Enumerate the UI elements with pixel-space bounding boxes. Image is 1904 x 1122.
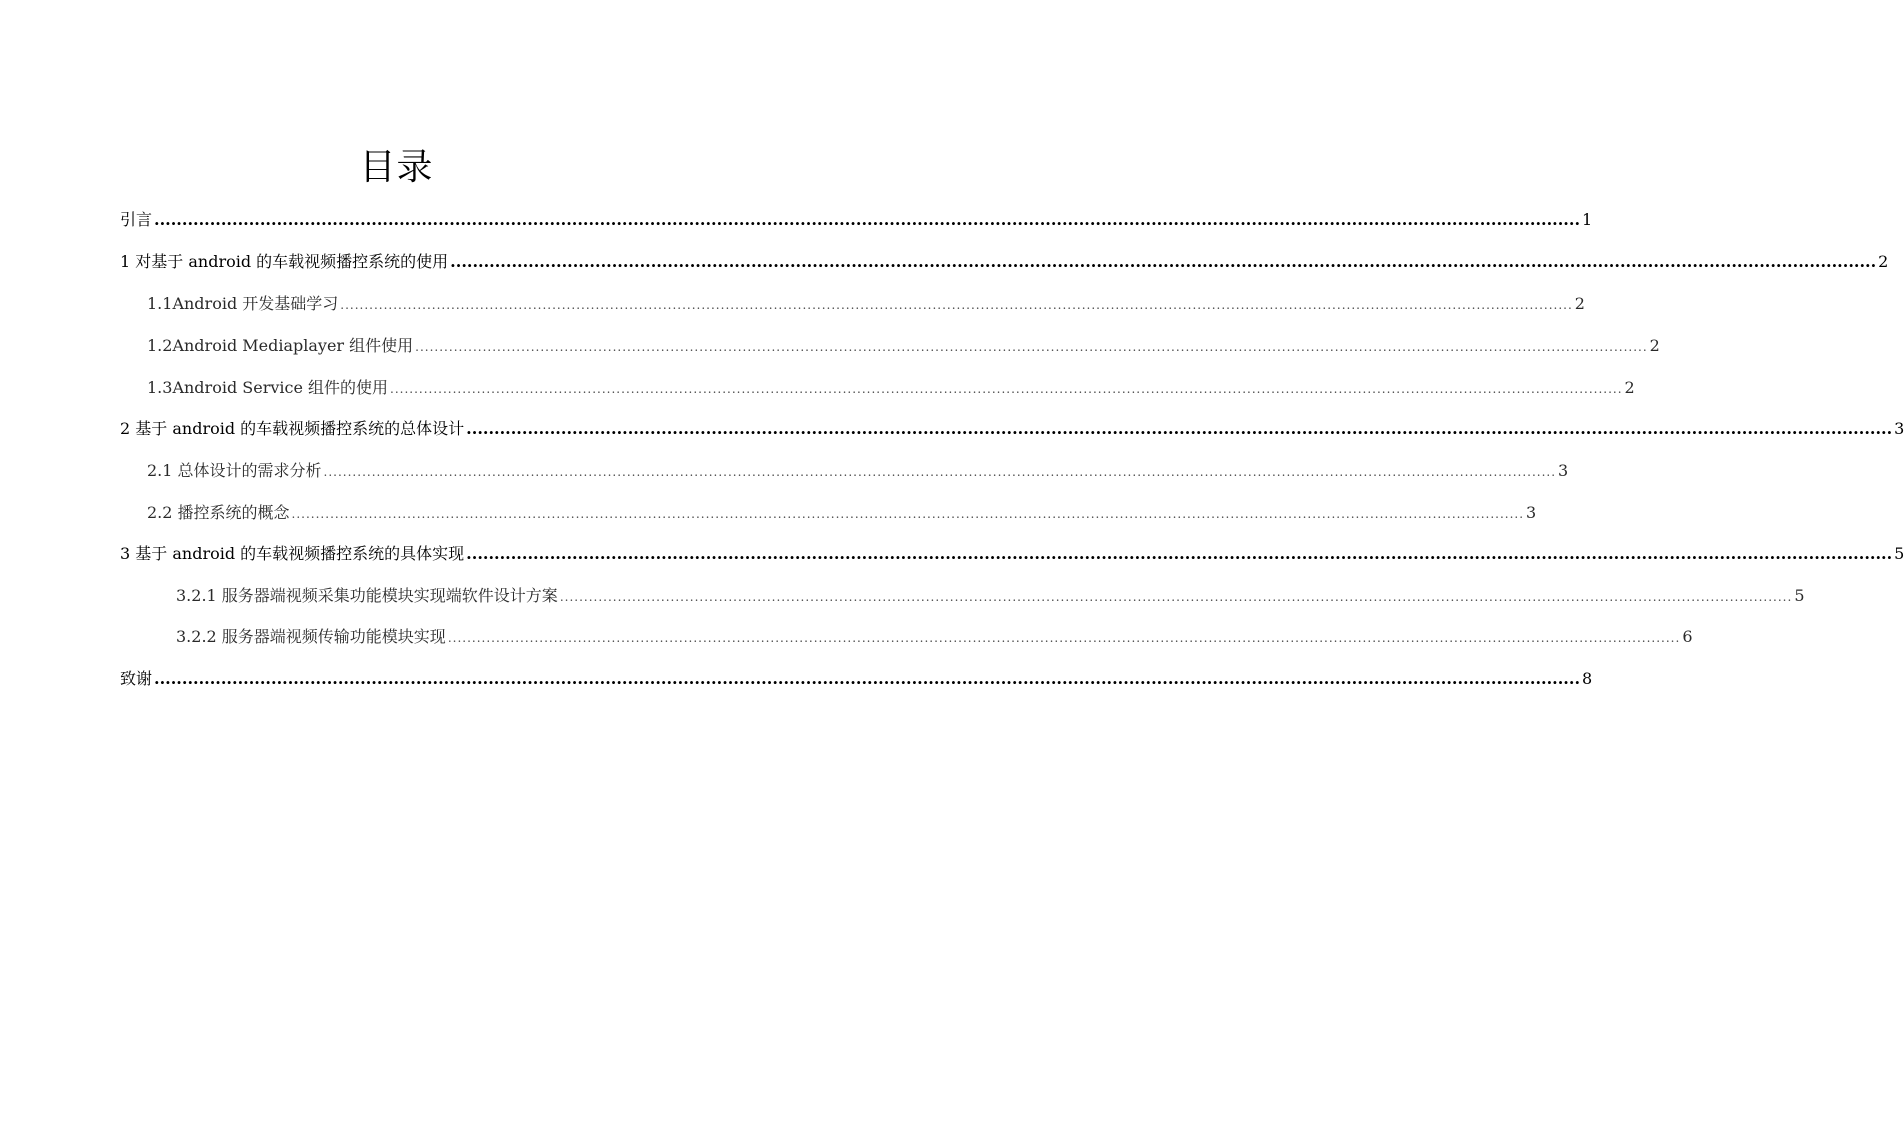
toc-entry-text: 引言 <box>120 210 153 229</box>
toc-entry-text: 1.1Android 开发基础学习 <box>147 294 339 313</box>
toc-entry-acknowledgements[interactable] <box>120 666 1593 692</box>
toc-page-number: 3 <box>1526 503 1537 522</box>
toc-entry-text: 3 基于 android 的车载视频播控系统的具体实现 <box>120 544 465 563</box>
toc-leader-dots: ................................................................................................................................................................................................................................................................ <box>447 631 1681 645</box>
toc-entry-chapter-2[interactable] <box>120 416 1904 442</box>
toc-leader-dots: ................................................................................................................................................................................................................................................................ <box>291 507 1525 521</box>
toc-entry-text: 1.3Android Service 组件的使用 <box>147 378 389 397</box>
toc-page-number: 5 <box>1894 544 1904 563</box>
toc-entry-text: 1.2Android Mediaplayer 组件使用 <box>147 336 414 355</box>
toc-entry-introduction[interactable] <box>120 207 1593 233</box>
toc-entry-text: 2.2 播控系统的概念 <box>147 503 290 522</box>
toc-page-number: 6 <box>1682 627 1693 646</box>
toc-leader-dots: ................................................................................................................................................................................................................................................................ <box>154 669 1581 688</box>
toc-page-number: 1 <box>1582 210 1593 229</box>
toc-page-number: 2 <box>1574 294 1585 313</box>
toc-leader-dots: ................................................................................................................................................................................................................................................................ <box>559 590 1793 604</box>
toc-page-number: 8 <box>1582 669 1593 688</box>
toc-leader-dots: ................................................................................................................................................................................................................................................................ <box>154 210 1581 229</box>
page-title: 目录 <box>359 147 434 188</box>
toc-leader-dots: ................................................................................................................................................................................................................................................................ <box>340 298 1573 312</box>
toc-entry-section-2-1[interactable] <box>147 458 1569 484</box>
toc-leader-dots: ................................................................................................................................................................................................................................................................ <box>323 465 1557 479</box>
toc-leader-dots: ................................................................................................................................................................................................................................................................ <box>466 544 1893 563</box>
toc-entry-chapter-1[interactable] <box>120 249 1889 275</box>
toc-entry-text: 2.1 总体设计的需求分析 <box>147 461 322 480</box>
toc-leader-dots: ................................................................................................................................................................................................................................................................ <box>450 252 1877 271</box>
toc-entry-section-3-2-1[interactable] <box>176 583 1805 609</box>
toc-entry-text: 2 基于 android 的车载视频播控系统的总体设计 <box>120 419 465 438</box>
toc-page-number: 3 <box>1894 419 1904 438</box>
toc-entry-section-3-2-2[interactable] <box>176 624 1693 650</box>
toc-entry-text: 致谢 <box>120 669 153 688</box>
toc-entry-section-1-3[interactable] <box>147 375 1635 401</box>
toc-entry-text: 3.2.2 服务器端视频传输功能模块实现 <box>176 627 446 646</box>
toc-entry-chapter-3[interactable] <box>120 541 1904 567</box>
toc-leader-dots: ................................................................................................................................................................................................................................................................ <box>466 419 1893 438</box>
toc-entry-section-1-1[interactable] <box>147 291 1585 317</box>
toc-page-number: 2 <box>1878 252 1889 271</box>
toc-leader-dots: ................................................................................................................................................................................................................................................................ <box>415 340 1648 354</box>
toc-page-number: 2 <box>1624 378 1635 397</box>
toc-entry-section-1-2[interactable] <box>147 333 1660 359</box>
toc-entry-section-2-2[interactable] <box>147 500 1537 526</box>
toc-entry-text: 1 对基于 android 的车载视频播控系统的使用 <box>120 252 449 271</box>
toc-page-number: 3 <box>1558 461 1569 480</box>
toc-entry-text: 3.2.1 服务器端视频采集功能模块实现端软件设计方案 <box>176 586 558 605</box>
toc-page-number: 2 <box>1649 336 1660 355</box>
toc-leader-dots: ................................................................................................................................................................................................................................................................ <box>390 382 1623 396</box>
toc-page-number: 5 <box>1794 586 1805 605</box>
